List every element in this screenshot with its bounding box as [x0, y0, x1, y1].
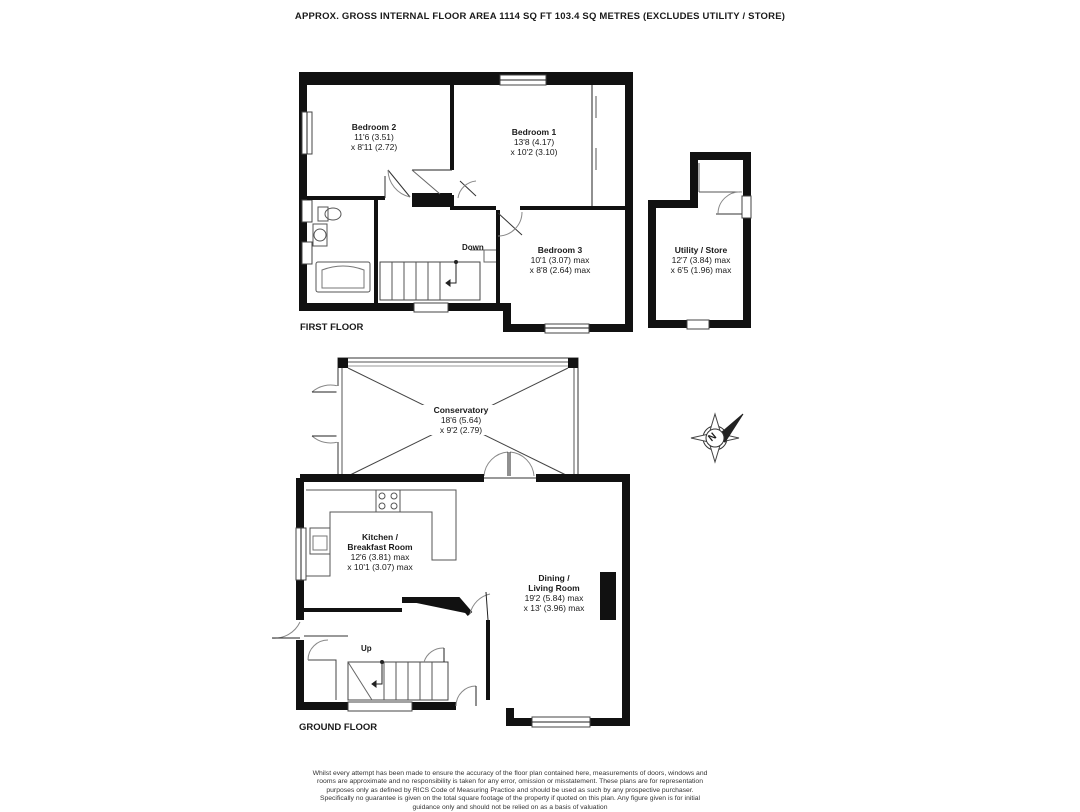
compass-north-letter: N	[706, 430, 719, 445]
room-conservatory	[421, 405, 501, 435]
room-dimension: x 6'5 (1.96) max	[670, 265, 732, 275]
room-dimension: 10'1 (3.07) max	[530, 255, 590, 265]
disclaimer-line: purposes only as defined by RICS Code of Measuring Practice and should be used as such by any prospective purchaser.	[326, 786, 694, 794]
room-dimension: 12'6 (3.81) max	[350, 552, 410, 562]
room-dimension: 19'2 (5.84) max	[524, 593, 584, 603]
room-dimension: x 8'11 (2.72)	[350, 142, 398, 152]
room-dining-living	[512, 573, 596, 613]
disclaimer-line: rooms are approximate and no responsibility is taken for any error, omission or misstatement. These plans are for representation	[317, 778, 703, 786]
disclaimer-line: guidance only and should not be relied on as a basis of valuation	[412, 803, 608, 811]
room-bedroom-1	[494, 127, 574, 157]
room-kitchen-breakfast	[336, 532, 424, 572]
room-dimension: 13'8 (4.17)	[513, 137, 555, 147]
room-name: Breakfast Room	[347, 542, 413, 552]
ground-floor-label: GROUND FLOOR	[299, 722, 378, 733]
disclaimer-line: Specifically no guarantee is given on the total square footage of the property if quoted on this plan. Any figure given is for initial	[319, 795, 701, 803]
room-name: Kitchen /	[362, 532, 398, 542]
disclaimer-text	[290, 770, 730, 812]
room-dimension: 18'6 (5.64)	[440, 415, 482, 425]
first-floor-label: FIRST FLOOR	[300, 322, 364, 333]
room-dimension: 12'7 (3.84) max	[671, 255, 731, 265]
room-name: Bedroom 2	[351, 122, 397, 132]
room-name: Dining /	[538, 573, 570, 583]
room-dimension: x 8'8 (2.64) max	[529, 265, 591, 275]
first-floor-plan	[302, 75, 751, 333]
room-utility-store	[662, 245, 740, 275]
room-name: Utility / Store	[674, 245, 728, 255]
floor-area-header: APPROX. GROSS INTERNAL FLOOR AREA 1114 SQ FT 103.4 SQ METRES (EXCLUDES UTILITY / STORE)	[294, 11, 786, 22]
room-bedroom-2	[336, 122, 412, 152]
disclaimer-line: Whilst every attempt has been made to ensure the accuracy of the floor plan contained here, measurements of doors, windows and	[312, 770, 708, 777]
room-bedroom-3	[522, 245, 598, 275]
room-name: Bedroom 1	[511, 127, 557, 137]
stairs-up-label: Up	[361, 644, 372, 653]
room-dimension: 11'6 (3.51)	[354, 132, 394, 142]
room-dimension: x 10'1 (3.07) max	[347, 562, 413, 572]
room-name: Bedroom 3	[537, 245, 583, 255]
room-dimension: x 10'2 (3.10)	[510, 147, 558, 157]
room-dimension: x 9'2 (2.79)	[439, 425, 483, 435]
stairs-down-label: Down	[462, 243, 484, 252]
room-name: Conservatory	[433, 405, 489, 415]
room-name: Living Room	[528, 583, 580, 593]
room-dimension: x 13' (3.96) max	[523, 603, 585, 613]
